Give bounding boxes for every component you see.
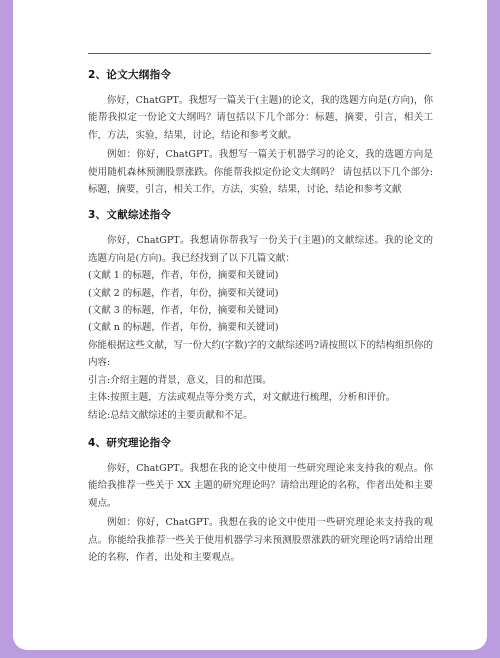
- document-content: [88, 58, 433, 566]
- reference-item-n: (文献 n 的标题，作者，年份，摘要和关键词): [88, 322, 279, 334]
- structure-conclusion: 结论:总结文献综述的主要贡献和不足。: [88, 409, 253, 421]
- reference-item-1: (文献 1 的标题，作者，年份，摘要和关键词): [88, 270, 279, 282]
- reference-item-3: (文献 3 的标题，作者，年份，摘要和关键词): [88, 305, 279, 317]
- review-intro-paragraph: 你好，ChatGPT。我想请你帮我写一份关于(主题)的文献综述。我的论文的选题方向是(方向)。我已经找到了以下几篇文献：: [88, 235, 433, 264]
- structure-introduction: 引言:介绍主题的背景，意义，目的和范围。: [88, 374, 272, 386]
- outline-paragraph-2: 例如：你好，ChatGPT。我想写一篇关于机器学习的论文，我的选题方向是使用随机森林预测股票涨跌。你能帮我拟定份论文大纲吗？ 请包括以下几个部分:标题，摘要，引言，相关工作，方法，实验，结果，讨论，结论和参考文献: [88, 149, 433, 196]
- structure-body: 主体:按照主题，方法或观点等分类方式，对文献进行梳理，分析和评价。: [88, 392, 396, 404]
- document-page: [13, 0, 487, 650]
- theory-paragraph-1: 你好，ChatGPT。我想在我的论文中使用一些研究理论来支持我的观点。你能给我推荐一些关于 XX 主题的研究理论吗？请给出理论的名称，作者出处和主要观点。: [88, 462, 433, 509]
- header-rule: [88, 53, 431, 54]
- section-heading-research-theory: 4、研究理论指令: [88, 436, 172, 449]
- reference-item-2: (文献 2 的标题，作者，年份，摘要和关键词): [88, 287, 279, 299]
- outline-paragraph-1: 你好，ChatGPT。我想写一篇关于(主题)的论文，我的选题方向是(方向)，你能帮我拟定一份论文大纲吗？请包括以下几个部分：标题，摘要，引言，相关工作，方法，实验，结果，讨论，结论和参考文献。: [88, 95, 433, 141]
- theory-paragraph-2: 例如：你好，ChatGPT。我想在我的论文中使用一些研究理论来支持我的观点。你能给我推荐一些关于使用机器学习来预测股票涨跌的研究理论吗?请给出理论的名称，作者，出处和主要观点。: [88, 517, 433, 563]
- section-heading-literature-review: 3、文献综述指令: [88, 209, 172, 222]
- review-request-paragraph: 你能根据这些文献，写一份大约(字数)字的文献综述吗?请按照以下的结构组织你的内容:: [88, 339, 434, 369]
- section-heading-outline: 2、论文大纲指令: [88, 69, 172, 81]
